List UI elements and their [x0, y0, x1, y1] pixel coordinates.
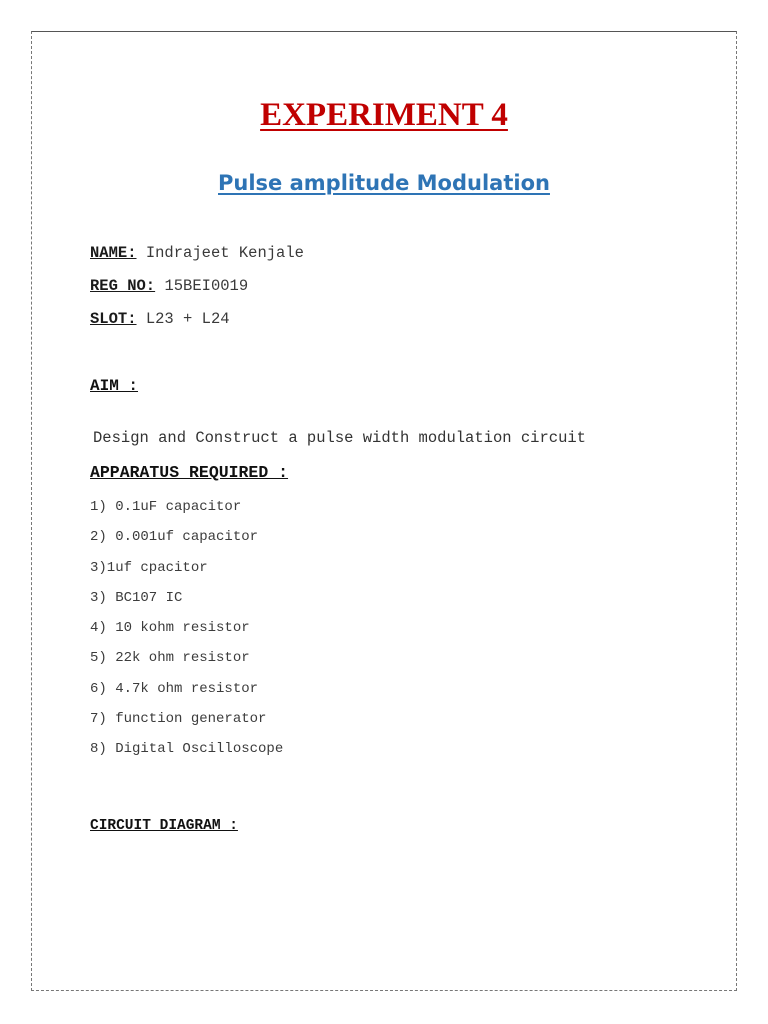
reg-no-label: REG NO: — [90, 277, 156, 295]
list-item: 3)1uf cpacitor — [90, 559, 208, 576]
list-item: 7) function generator — [90, 711, 267, 728]
list-item: 8) Digital Oscilloscope — [90, 741, 284, 758]
document-title: EXPERIMENT 4 — [260, 97, 508, 133]
reg-no-field — [90, 275, 248, 297]
slot-value: L23 + L24 — [145, 310, 230, 328]
slot-label: SLOT: — [90, 310, 137, 328]
name-label: NAME: — [90, 244, 137, 262]
list-item: 1) 0.1uF capacitor — [90, 499, 242, 515]
document-subtitle: Pulse amplitude Modulation — [218, 171, 550, 195]
list-item: 6) 4.7k ohm resistor — [90, 680, 259, 697]
list-item: 5) 22k ohm resistor — [90, 650, 250, 667]
apparatus-list — [90, 497, 283, 770]
list-item: 3) BC107 IC — [90, 589, 183, 606]
name-value: Indrajeet Kenjale — [145, 244, 304, 262]
apparatus-heading: APPARATUS REQUIRED : — [90, 463, 289, 482]
name-field — [90, 242, 304, 264]
list-item: 2) 0.001uf capacitor — [90, 529, 259, 546]
aim-text: Design and Construct a pulse width modulation circuit — [93, 429, 586, 447]
slot-field — [90, 308, 230, 330]
list-item: 4) 10 kohm resistor — [90, 620, 250, 637]
circuit-diagram-heading: CIRCUIT DIAGRAM : — [90, 818, 238, 834]
reg-no-value: 15BEI0019 — [164, 277, 249, 295]
aim-heading: AIM : — [90, 377, 139, 395]
